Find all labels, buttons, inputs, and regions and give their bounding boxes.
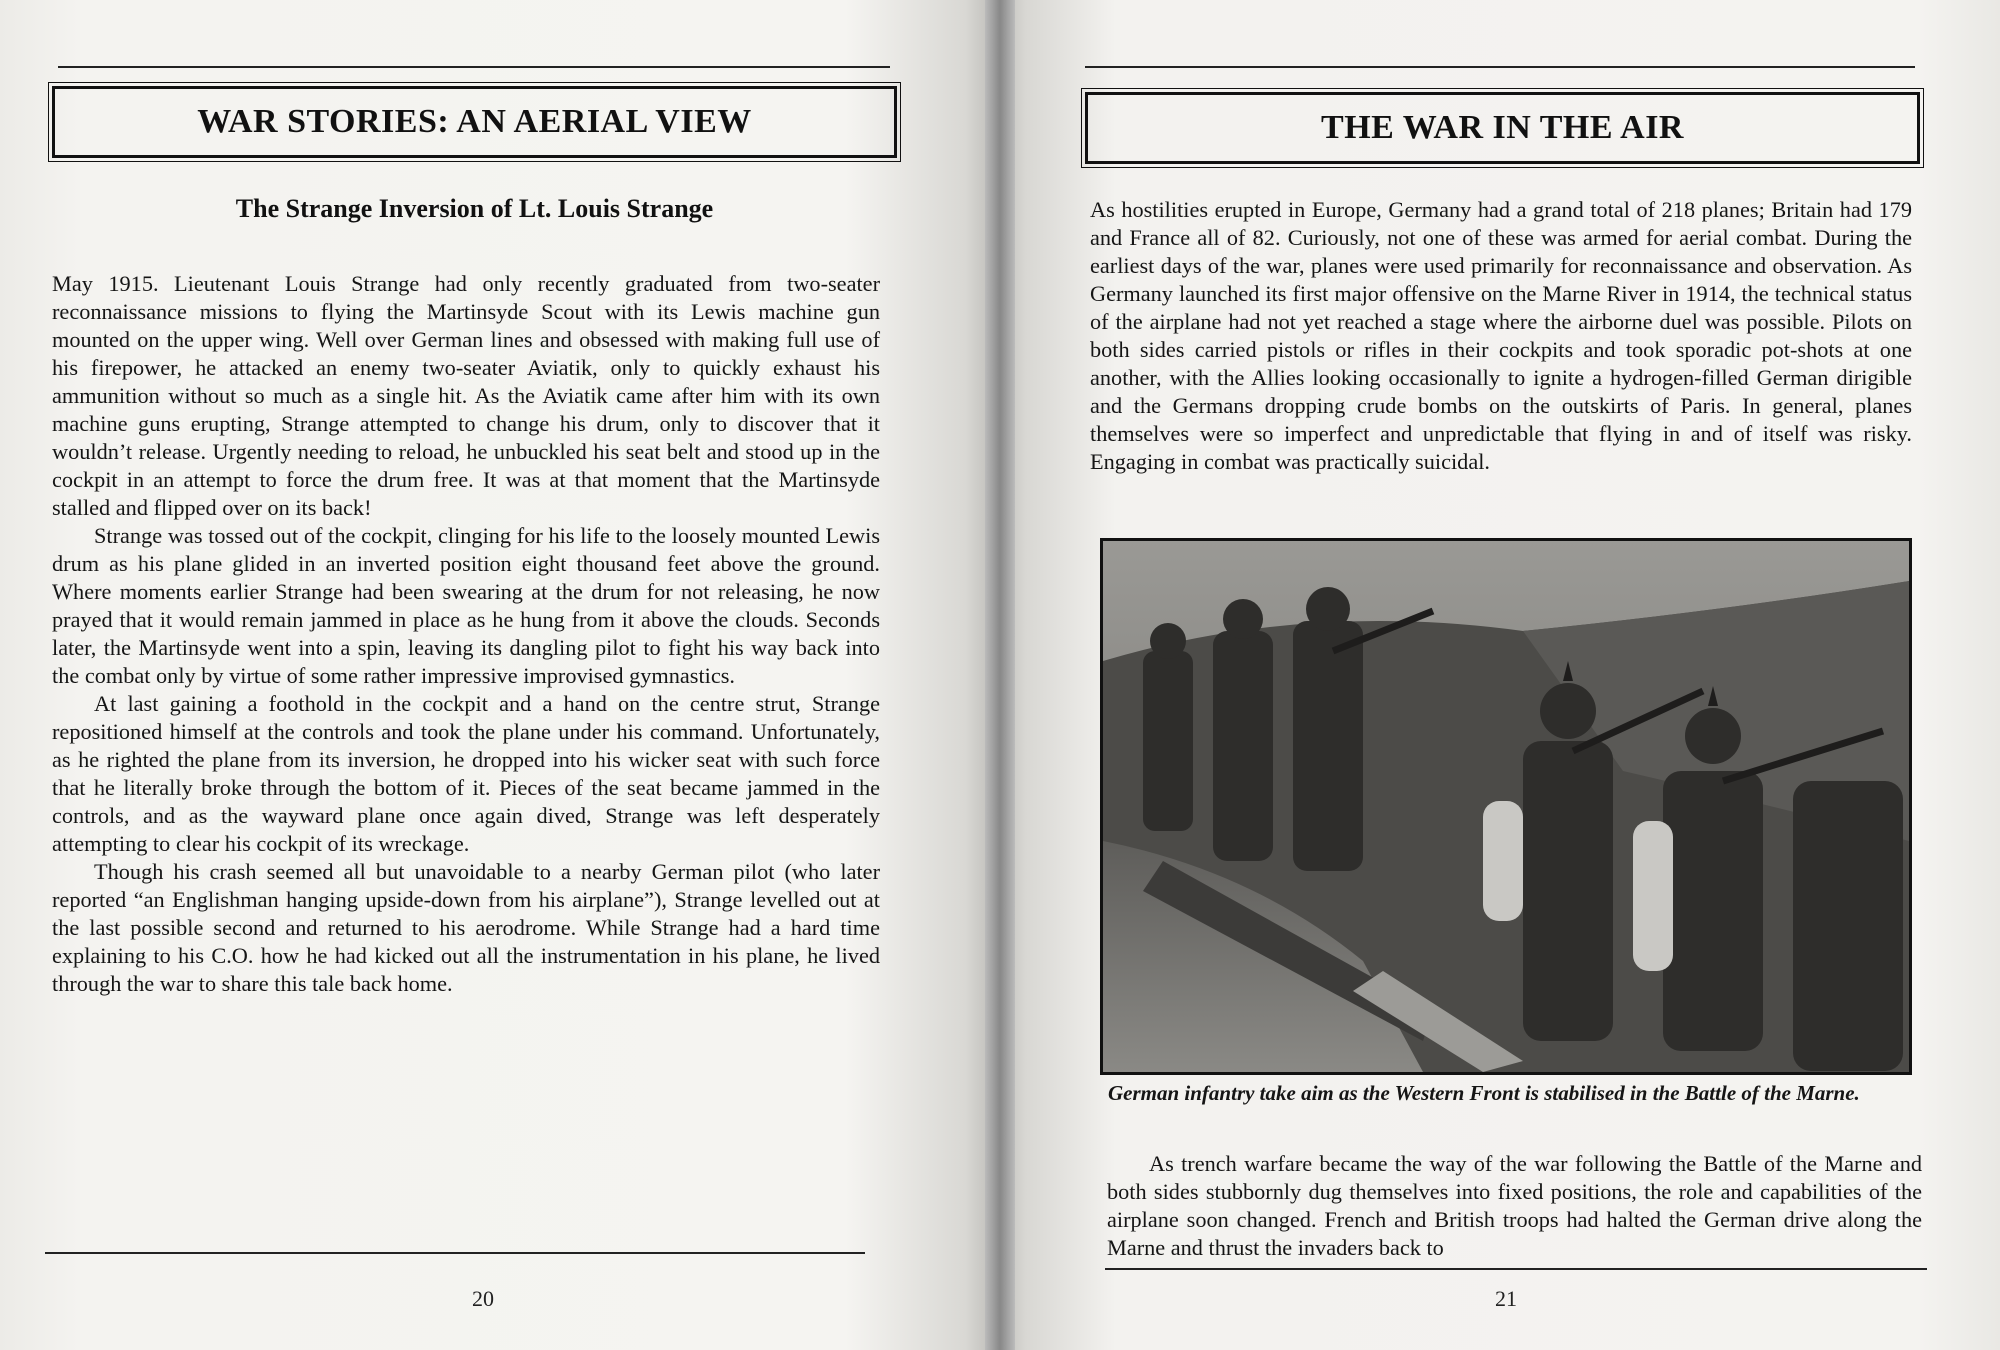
page-number: 20: [472, 1286, 494, 1311]
paragraph: At last gaining a foothold in the cockpit and a hand on the centre strut, Strange repositioned himself at the controls and took the plane under his command. Unfortunately, as he righted the plane from its inversion, he dropped into his wicker seat with such force that he literally broke through the bottom of it. Pieces of the seat became jammed in the controls, and as the wayward plane once again dived, Strange was left desperately attempting to clear his cockpit of its wreckage.: [52, 691, 880, 856]
book-gutter: [985, 0, 1015, 1350]
title-box: [52, 86, 897, 158]
article-body: [52, 270, 880, 998]
paragraph: May 1915. Lieutenant Louis Strange had only recently graduated from two-seater reconnaissance missions to flying the Martinsyde Scout with its Lewis machine gun mounted on the upper wing. Well over German lines and obsessed with making full use of his firepower, he attacked an enemy two-seater Aviatik, only to quickly exhaust his ammunition without so much as a single hit. As the Aviatik came after him with its own machine guns erupting, Strange attempted to change his drum, only to discover that it wouldn’t release. Urgently needing to reload, he unbuckled his seat belt and stood up in the cockpit in an attempt to force the drum free. It was at that moment that the Martinsyde stalled and flipped over on its back!: [52, 271, 880, 520]
bottom-rule: [45, 1252, 865, 1254]
top-rule: [1085, 66, 1915, 68]
page-title: WAR STORIES: AN AERIAL VIEW: [197, 103, 752, 140]
paragraph: As trench warfare became the way of the war following the Battle of the Marne and both sides stubbornly dug themselves into fixed positions, the role and capabilities of the airplane soon changed. French and British troops had halted the German drive along the Marne and thrust the invaders back to: [1107, 1151, 1922, 1260]
article-body: [1090, 196, 1912, 476]
article-subtitle: The Strange Inversion of Lt. Louis Strange: [235, 194, 714, 223]
article-body-continued: [1107, 1150, 1922, 1262]
paragraph: As hostilities erupted in Europe, Germany had a grand total of 218 planes; Britain had 179 and France all of 82. Curiously, not one of these was armed for aerial combat. During the earliest days of the war, planes were used primarily for reconnaissance and observation. As Germany launched its first major offensive on the Marne River in 1914, the technical status of the airplane had not yet reached a stage where the airborne duel was possible. Pilots on both sides carried pistols or rifles in their cockpits and took sporadic pot-shots at one another, with the Allies looking occasionally to ignite a hydrogen-filled German dirigible and the Germans dropping crude bombs on the outskirts of Paris. In general, planes themselves were so imperfect and unpredictable that flying in and of itself was risky. Engaging in combat was practically suicidal.: [1090, 197, 1912, 474]
photo-caption: German infantry take aim as the Western Front is stabilised in the Battle of the Marne.: [1108, 1081, 1860, 1105]
trench-photo: [1100, 538, 1912, 1075]
paragraph: Though his crash seemed all but unavoidable to a nearby German pilot (who later reported “an Englishman hanging upside-down from his airplane”), Strange levelled out at the last possible second and returned to his aerodrome. While Strange had a hard time explaining to his C.O. how he had kicked out all the instrumentation in his plane, he lived through the war to share this tale back home.: [52, 859, 880, 996]
trench-photo-illustration: [1103, 541, 1909, 1072]
left-page: [0, 0, 995, 1350]
paragraph: Strange was tossed out of the cockpit, clinging for his life to the loosely mounted Lewis drum as his plane glided in an inverted position eight thousand feet above the ground. Where moments earlier Strange had been swearing at the drum for not releasing, he now prayed that it would remain jammed in place as he hung from it above the clouds. Seconds later, the Martinsyde went into a spin, leaving its dangling pilot to fight his way back into the combat only by virtue of some rather impressive improvised gymnastics.: [52, 523, 880, 688]
top-rule: [58, 66, 890, 68]
right-page: [995, 0, 2000, 1350]
page-number: 21: [1495, 1286, 1517, 1311]
page-title: THE WAR IN THE AIR: [1321, 109, 1684, 146]
bottom-rule: [1105, 1268, 1927, 1270]
title-box: [1085, 92, 1920, 164]
